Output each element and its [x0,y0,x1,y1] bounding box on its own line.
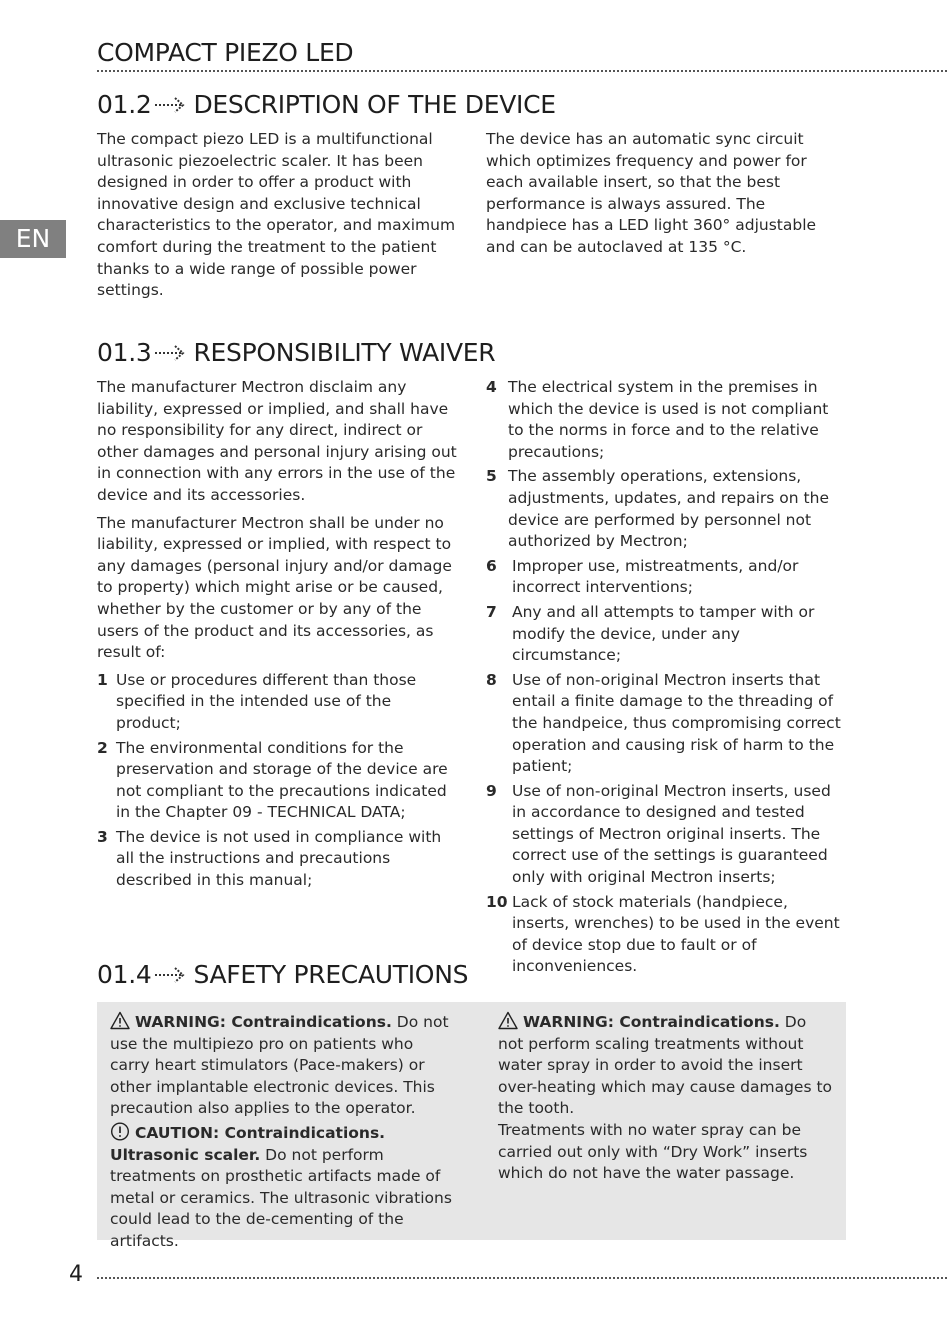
dotted-arrow-icon [154,95,188,115]
dotted-arrow-icon [154,965,188,985]
warning-label: WARNING: Contraindications. [135,1013,392,1031]
waiver-paragraph-2: The manufacturer Mectron shall be under no liability, expressed or implied, with respect to any damages (personal injury and/or damage to property) which might arise or be caused, whether by the customer or by any of the users of the product and its accessories, as result of: [97,513,452,662]
section-heading-safety [97,960,468,989]
warning-triangle-icon [498,1011,518,1030]
description-paragraph: The device has an automatic sync circuit which optimizes frequency and power for each available insert, so that the best performance is always assured. The handpiece has a LED light 360° adjustable and can be autoclaved at 135 °C. [486,130,817,256]
safety-left-column [110,1011,455,1253]
section-number: 01.3 [97,338,152,367]
description-right-column [486,129,848,265]
section-number: 01.4 [97,960,152,989]
list-item: 1 Use or procedures different than those specified in the intended use of the product; [97,670,417,732]
section-number: 01.2 [97,90,152,119]
warning-note: Treatments with no water spray can be carried out only with “Dry Work” inserts which do not have the water passage. [498,1120,808,1183]
document-title: COMPACT PIEZO LED [97,38,354,67]
header-dotted-rule [97,70,947,72]
list-item: 5 The assembly operations, extensions, adjustments, updates, and repairs on the device are performed by personnel not authorized by Mectron; [486,467,829,551]
caution-text: Do not perform treatments on prosthetic artifacts made of metal or ceramics. The ultrasonic vibrations could lead to the de-cementing of the artifacts. [110,1145,452,1250]
dotted-arrow-icon [154,343,188,363]
list-item: 2 The environmental conditions for the preservation and storage of the device are not compliant to the precautions indicated in the Chapter 09 - TECHNICAL DATA; [97,738,448,822]
description-paragraph: The compact piezo LED is a multifunctional ultrasonic piezoelectric scaler. It has been designed in order to offer a product with innovative design and exclusive technical characteristics to the operator, and maximum comfort during the treatment to the patient thanks to a wide range of possible power settings. [97,130,456,300]
section-heading-description [97,90,556,119]
caution-circle-icon [110,1122,130,1141]
warning-label: WARNING: Contraindications. [523,1013,780,1031]
waiver-list-right [486,377,848,978]
caution-label: CAUTION: Contraindications. Ultrasonic scaler. [110,1123,386,1164]
description-left-column [97,129,459,308]
footer-dotted-rule [97,1277,947,1279]
waiver-left-column [97,377,457,895]
section-title: DESCRIPTION OF THE DEVICE [193,90,556,119]
warning-text: Do not use the multipiezo pro on patients who carry heart stimulators (Pace-makers) or other implantable electronic devices. This precaution also applies to the operator. [110,1013,449,1118]
section-title: RESPONSIBILITY WAIVER [193,338,496,367]
list-item: 3 The device is not used in compliance with all the instructions and precautions described in this manual; [97,827,442,890]
warning-paragraph [498,1011,833,1120]
list-item: 7 Any and all attempts to tamper with or modify the device, under any circumstance; [486,602,815,665]
page-number: 4 [69,1262,83,1287]
list-item: 6 Improper use, mistreatments, and/or incorrect interventions; [486,556,799,597]
warning-text: Do not perform scaling treatments without water spray in order to avoid the insert over-heating which may cause damages to the tooth. [498,1013,833,1118]
section-title: SAFETY PRECAUTIONS [193,960,469,989]
language-tab: EN [0,220,66,258]
list-item: 8 Use of non-original Mectron inserts that entail a finite damage to the threading of the handpeice, thus compromising correct operation and causing risk of harm to the patient; [486,670,841,776]
safety-right-column [498,1011,833,1185]
section-heading-waiver [97,338,495,367]
list-item: 4 The electrical system in the premises in which the device is used is not compliant to the norms in force and to the relative precautions; [486,378,829,461]
waiver-list-left [97,670,457,892]
warning-paragraph [110,1011,455,1120]
waiver-right-column [486,377,848,981]
list-item: 9 Use of non-original Mectron inserts, used in accordance to designed and tested settings of Mectron original inserts. The correct use of the settings is guaranteed only with original Mectron inserts; [486,781,831,887]
caution-paragraph [110,1122,455,1253]
list-item: 10 Lack of stock materials (handpiece, inserts, wrenches) to be used in the event of device stop due to fault or of inconveniences. [486,892,840,976]
warning-triangle-icon [110,1011,130,1030]
waiver-paragraph-1: The manufacturer Mectron disclaim any liability, expressed or implied, and shall have no responsibility for any direct, indirect or other damages and personal injury arising out in connection with any errors in the use of the device and its accessories. [97,378,457,504]
